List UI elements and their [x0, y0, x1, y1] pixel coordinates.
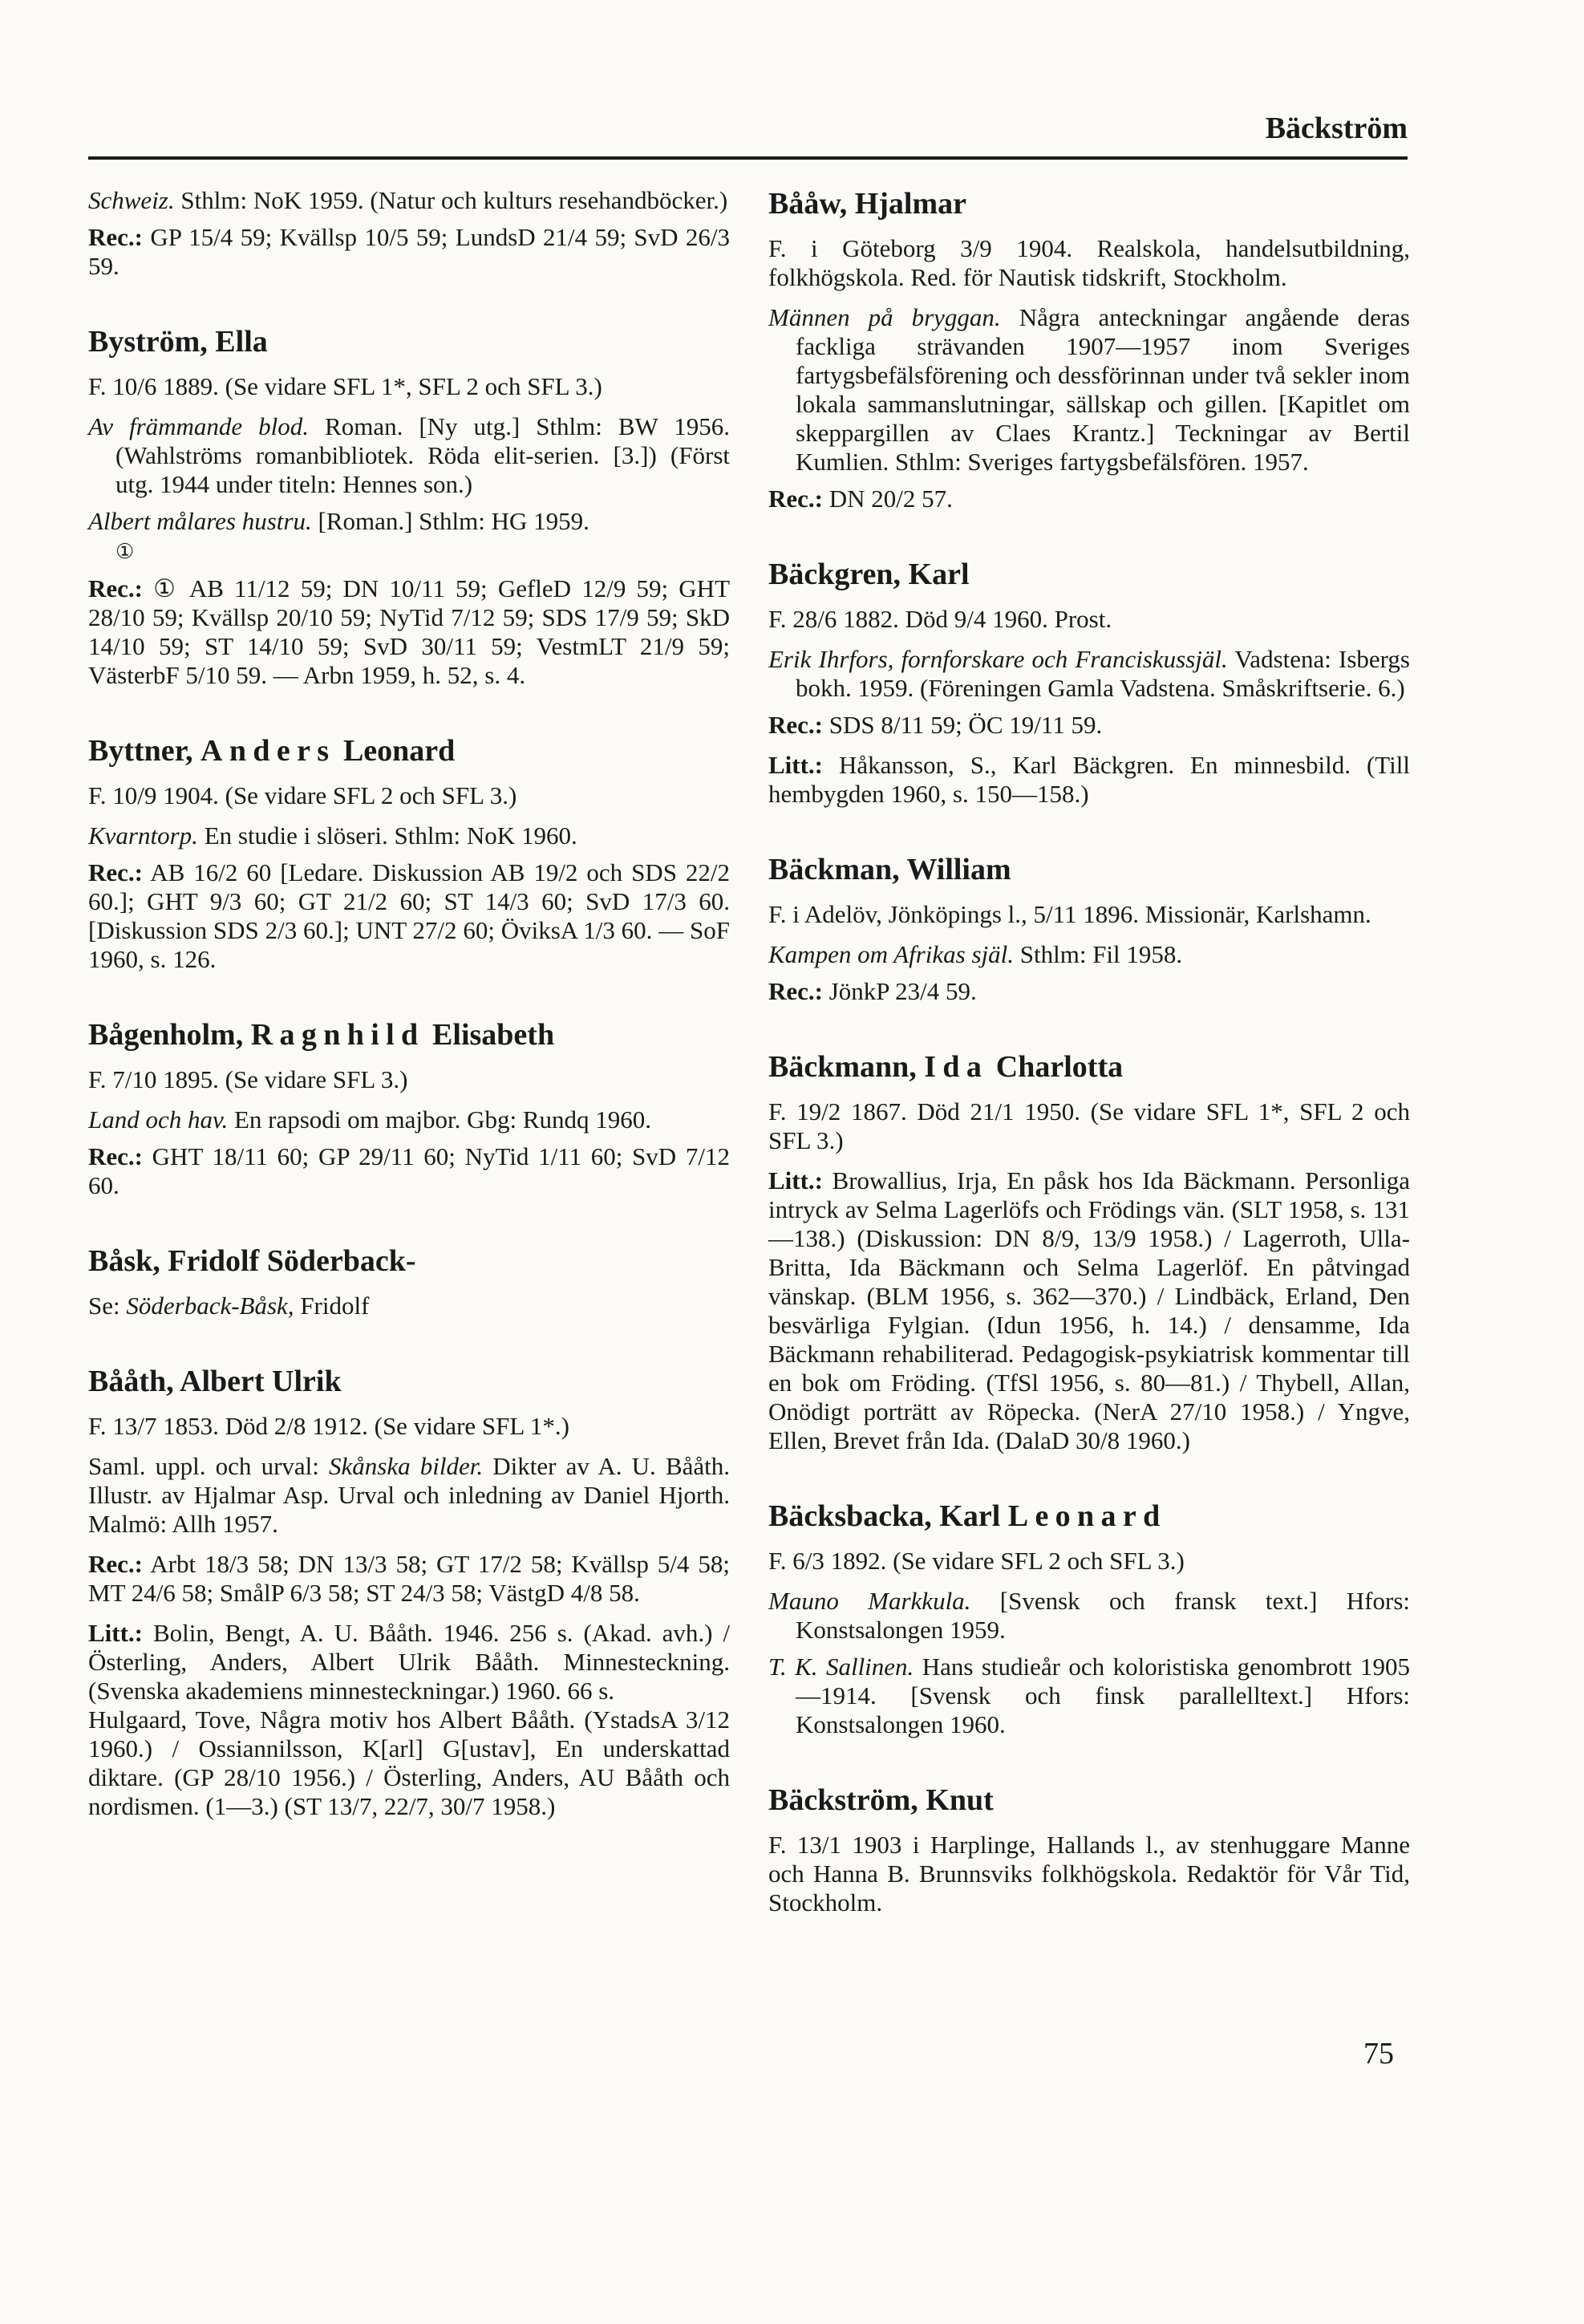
author-name: Båsk, Fridolf Söderback- [88, 1244, 416, 1278]
work-title: T. K. Sallinen. [768, 1653, 914, 1681]
name-part: Charlotta [988, 1050, 1124, 1084]
page-number: 75 [1363, 2037, 1394, 2071]
right-column [768, 186, 1410, 1961]
left-column [88, 186, 730, 1864]
running-head: Bäckström [1265, 112, 1408, 145]
litt-label: Litt.: [88, 1619, 144, 1647]
name-spaced: Ida [924, 1050, 989, 1084]
see-target-rest: Fridolf [294, 1292, 370, 1320]
review-line [88, 574, 730, 690]
entry-byttner-anders-leonard [88, 733, 730, 974]
work-citation [88, 1452, 730, 1539]
litt-label: Litt.: [768, 1166, 824, 1194]
author-bio: F. 28/6 1882. Död 9/4 1960. Prost. [768, 605, 1112, 633]
rec-label: Rec.: [88, 1550, 143, 1578]
entry-baath-albert-ulrik [88, 1364, 730, 1821]
work-citation [768, 645, 1410, 703]
name-spaced: Anders [201, 734, 336, 768]
entry-continued [88, 186, 730, 281]
author-name: Bååth, Albert Ulrik [88, 1365, 342, 1398]
review-line [88, 223, 730, 281]
work-details: Sthlm: NoK 1959. (Natur och kulturs resehandböcker.) [174, 186, 728, 214]
entry-bagenholm-ragnhild [88, 1017, 730, 1200]
work-title: Albert målares hustru. [88, 507, 312, 535]
see-reference [88, 1292, 730, 1320]
name-spaced: Leonard [1007, 1499, 1167, 1533]
rec-label: Rec.: [768, 485, 823, 513]
work-details: En studie i slöseri. Sthlm: NoK 1960. [197, 821, 577, 850]
literature-line [768, 751, 1410, 809]
literature-list: Håkansson, S., Karl Bäckgren. En minnesbild. (Till hembygden 1960, s. 150—158.) [768, 751, 1410, 808]
name-spaced: Ragnhild [250, 1018, 425, 1052]
review-list: ① AB 11/12 59; DN 10/11 59; GefleD 12/9 59; GHT 28/10 59; Kvällsp 20/10 59; NyTid 7/12 59; SDS 17/9 59; SkD 14/10 59; ST 14/10 59; SvD 30/11 59; VestmLT 21/9 59; VästerbF 5/10 59. — Arbn 1959, h. 52, s. 4. [88, 574, 730, 689]
review-line [768, 977, 1410, 1006]
review-list: Arbt 18/3 58; DN 13/3 58; GT 17/2 58; Kvällsp 5/4 58; MT 24/6 58; SmålP 6/3 58; ST 24/3 58; VästgD 4/8 58. [88, 1550, 730, 1607]
literature-line: Hulgaard, Tove, Några motiv hos Albert Bååth. (YstadsA 3/12 1960.) / Ossiannilsson, K[arl] G[ustav], En underskattad diktare. (GP 28/10 1956.) / Österling, Anders, AU Bååth och nordismen. (1—3.) (ST 13/7, 22/7, 30/7 1958.) [88, 1705, 730, 1820]
name-part: Bågenholm, [88, 1018, 251, 1052]
litt-label: Litt.: [768, 751, 824, 779]
author-bio: F. i Adelöv, Jönköpings l., 5/11 1896. Missionär, Karlshamn. [768, 900, 1371, 928]
work-details: Dikter av A. U. Bååth. Illustr. av Hjalmar Asp. Urval och inledning av Daniel Hjorth. Malmö: Allh 1957. [88, 1452, 730, 1538]
review-line [88, 1142, 730, 1200]
work-citation [88, 186, 730, 215]
author-bio: F. i Göteborg 3/9 1904. Realskola, handelsutbildning, folkhögskola. Red. för Nautisk tidskrift, Stockholm. [768, 234, 1410, 291]
literature-list: Bolin, Bengt, A. U. Bååth. 1946. 256 s. (Akad. avh.) / Österling, Anders, Albert Ulrik Bååth. Minnesteckning. (Svenska akademiens minnesteckningar.) 1960. 66 s. [88, 1619, 730, 1705]
review-list: DN 20/2 57. [822, 485, 953, 513]
work-title: Av främmande blod. [88, 412, 310, 440]
work-citation [88, 412, 730, 499]
rec-label: Rec.: [88, 858, 143, 886]
work-details: Några anteckningar angående deras fackliga strävanden 1907—1957 inom Sveriges fartygsbefälsförening och dessförinnan under två sekler inom lokala sammanslutningar, sällskap och gillen. [Kapitlet om skeppargillen av Claes Krantz.] Teckningar av Bertil Kumlien. Sthlm: Sveriges fartygsbefälsfören. 1957. [796, 303, 1410, 476]
author-bio: F. 10/9 1904. (Se vidare SFL 2 och SFL 3.) [88, 781, 517, 809]
rec-label: Rec.: [88, 574, 143, 602]
entry-baaw-hjalmar [768, 186, 1410, 513]
entry-bystrom-ella [88, 324, 730, 690]
author-bio: F. 13/1 1903 i Harplinge, Hallands l., av stenhuggare Manne och Hanna B. Brunnsviks folkhögskola. Redaktör för Vår Tid, Stockholm. [768, 1831, 1410, 1916]
work-title: Männen på bryggan. [768, 303, 1001, 331]
rec-label: Rec.: [768, 711, 823, 739]
author-bio: F. 13/7 1853. Död 2/8 1912. (Se vidare SFL 1*.) [88, 1412, 569, 1440]
author-bio: F. 10/6 1889. (Se vidare SFL 1*, SFL 2 och SFL 3.) [88, 372, 602, 400]
rec-label: Rec.: [88, 223, 143, 251]
name-part: Byttner, [88, 734, 201, 768]
name-part: Bäckmann, [768, 1050, 925, 1084]
rec-label: Rec.: [768, 977, 823, 1005]
author-name [768, 1049, 1410, 1085]
author-name [88, 1017, 730, 1052]
review-list: AB 16/2 60 [Ledare. Diskussion AB 19/2 och SDS 22/2 60.]; GHT 9/3 60; GT 21/2 60; ST 14/3 60; SvD 17/3 60. [Diskussion SDS 2/3 60.]; UNT 27/2 60; ÖviksA 1/3 60. — SoF 1960, s. 126. [88, 858, 730, 973]
work-citation [88, 821, 730, 850]
see-label: Se: [88, 1292, 127, 1320]
author-name: Bååw, Hjalmar [768, 187, 966, 221]
work-details: [Svensk och fransk text.] Hfors: Konstsalongen 1959. [796, 1587, 1411, 1644]
work-title: Kampen om Afrikas själ. [768, 940, 1014, 968]
work-title: Schweiz. [88, 186, 175, 214]
author-name: Byström, Ella [88, 325, 268, 359]
author-name [88, 733, 730, 769]
review-list: GP 15/4 59; Kvällsp 10/5 59; LundsD 21/4 59; SvD 26/3 59. [88, 223, 730, 280]
name-part: Leonard [335, 734, 456, 768]
work-title: Kvarntorp. [88, 821, 198, 850]
review-list: SDS 8/11 59; ÖC 19/11 59. [822, 711, 1103, 739]
entry-backstrom-knut [768, 1783, 1410, 1917]
author-name: Bäckgren, Karl [768, 558, 970, 591]
work-prefix: Saml. uppl. och urval: [88, 1452, 330, 1480]
entry-backman-william [768, 852, 1410, 1006]
literature-list: Browallius, Irja, En påsk hos Ida Bäckmann. Personliga intryck av Selma Lagerlöfs och Frödings vän. (SLT 1958, s. 131—138.) (Diskussion: DN 8/9, 13/9 1958.) / Lagerroth, Ulla-Britta, Ida Bäckmann och Selma Lagerlöf. En påtvingad vänskap. (BLM 1956, s. 362—370.) / Lindbäck, Erland, Den besvärliga Fylgian. (Idun 1956, h. 14.) / densamme, Ida Bäckmann rehabiliterad. Pedagogisk-psykiatrisk kommentar till en bok om Fröding. (TfSl 1956, s. 80—81.) / Thybell, Allan, Onödigt porträtt av Röpecka. (NerA 27/10 1958.) / Yngve, Ellen, Brevet från Ida. (DalaD 30/8 1960.) [768, 1166, 1410, 1454]
review-list: GHT 18/11 60; GP 29/11 60; NyTid 1/11 60; SvD 7/12 60. [88, 1142, 730, 1199]
author-bio: F. 7/10 1895. (Se vidare SFL 3.) [88, 1065, 408, 1093]
author-name [768, 1499, 1410, 1534]
work-details: Roman. [Ny utg.] Sthlm: BW 1956. (Wahlströms romanbibliotek. Röda elit-serien. [3.]) (Först utg. 1944 under titeln: Hennes son.) [115, 412, 731, 498]
literature-line [88, 1619, 730, 1705]
review-line [88, 1550, 730, 1608]
review-line [768, 485, 1410, 513]
work-details: Sthlm: Fil 1958. [1014, 940, 1183, 968]
work-citation [88, 1105, 730, 1134]
work-citation [768, 1653, 1410, 1739]
work-citation [88, 507, 730, 566]
header-rule [88, 156, 1408, 160]
work-details: [Roman.] Sthlm: HG 1959. [311, 507, 589, 535]
review-list: JönkP 23/4 59. [822, 977, 977, 1005]
literature-line [768, 1166, 1410, 1455]
name-part: Elisabeth [424, 1018, 555, 1052]
work-citation [768, 1587, 1410, 1645]
review-line [88, 858, 730, 974]
work-details: Vadstena: Isbergs bokh. 1959. (Föreningen Gamla Vadstena. Småskriftserie. 6.) [796, 645, 1410, 702]
author-bio: F. 19/2 1867. Död 21/1 1950. (Se vidare SFL 1*, SFL 2 och SFL 3.) [768, 1097, 1410, 1154]
author-bio: F. 6/3 1892. (Se vidare SFL 2 och SFL 3.) [768, 1547, 1185, 1575]
work-title: Erik Ihrfors, fornforskare och Franciskussjäl. [768, 645, 1228, 673]
entry-backmann-ida-charlotta [768, 1049, 1410, 1455]
work-title: Skånska bilder. [329, 1452, 484, 1480]
work-details: Hans studieår och koloristiska genombrott 1905—1914. [Svensk och finsk parallelltext.] Hfors: Konstsalongen 1960. [796, 1653, 1411, 1738]
review-line [768, 711, 1410, 740]
circled-one-mark: ① [115, 540, 135, 563]
rec-label: Rec.: [88, 1142, 143, 1170]
work-details: En rapsodi om majbor. Gbg: Rundq 1960. [228, 1105, 652, 1134]
work-citation [768, 303, 1410, 477]
author-name: Bäckström, Knut [768, 1783, 994, 1817]
work-citation [768, 940, 1410, 969]
see-target: Söderback-Båsk, [126, 1292, 294, 1320]
entry-backsbacka-karl-leonard [768, 1499, 1410, 1739]
author-name: Bäckman, William [768, 853, 1011, 886]
work-title: Land och hav. [88, 1105, 229, 1134]
entry-backgren-karl [768, 557, 1410, 809]
name-part: Bäcksbacka, Karl [768, 1499, 1008, 1533]
entry-bask-fridolf [88, 1243, 730, 1320]
work-title: Mauno Markkula. [768, 1587, 971, 1615]
